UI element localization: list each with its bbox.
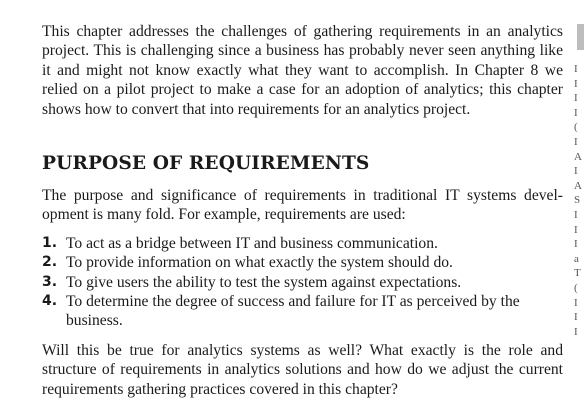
margin-letter: A bbox=[574, 179, 582, 192]
list-item bbox=[42, 253, 563, 272]
section-heading: PURPOSE OF REQUIREMENTS bbox=[42, 153, 370, 175]
margin-letter: I bbox=[574, 92, 578, 105]
margin-letter: I bbox=[574, 238, 578, 251]
adjacent-page-tab bbox=[577, 24, 584, 50]
margin-letter: I bbox=[574, 63, 578, 75]
list-number: 1. bbox=[42, 234, 58, 251]
list-item-text: To provide information on what exactly the system should do. bbox=[66, 254, 453, 272]
list-item-text: To determine the degree of success and failure for IT as perceived by the business. bbox=[66, 293, 520, 330]
closing-paragraph: Will this be true for analytics systems as well? What exactly is the role and structure of requirements in analytics solutions and how do we adjust the current requirements gathering practices covered in this chapter? bbox=[42, 341, 563, 398]
margin-letter: T bbox=[574, 267, 581, 280]
margin-letter: A bbox=[574, 150, 582, 163]
adjacent-page-margin-text bbox=[574, 62, 584, 339]
list-item-text: To give users the ability to test the system against expectations. bbox=[66, 273, 462, 291]
list-number: 4. bbox=[42, 293, 58, 310]
requirements-list bbox=[42, 234, 563, 331]
margin-letter: ( bbox=[574, 121, 578, 134]
lead-paragraph: The purpose and significance of requirements in traditional IT systems devel-opment is many fold. For example, requirements are used: bbox=[42, 187, 563, 224]
margin-letter: I bbox=[574, 208, 578, 221]
margin-letter: I bbox=[574, 325, 578, 338]
margin-letter: I bbox=[574, 223, 578, 236]
intro-paragraph: This chapter addresses the challenges of gathering requirements in an analytics project. This is challenging since a business has probably never seen anything like it and might not know exactly what they want to accomplish. In Chapter 8 we relied on a pilot project to make a case for an adoption of analytics; this chapter shows how to convert that into requirements for an analytics project. bbox=[42, 23, 563, 118]
list-item bbox=[42, 234, 563, 253]
list-item bbox=[42, 273, 563, 292]
list-number: 2. bbox=[42, 254, 58, 271]
list-number: 3. bbox=[42, 273, 58, 290]
margin-letter: S bbox=[574, 194, 581, 207]
margin-letter: I bbox=[574, 135, 578, 148]
margin-letter: I bbox=[574, 296, 578, 309]
margin-letter: I bbox=[574, 311, 578, 324]
margin-letter: ( bbox=[574, 281, 578, 294]
margin-letter: I bbox=[574, 77, 578, 90]
margin-letter: I bbox=[574, 106, 578, 119]
list-item-text: To act as a bridge between IT and business communication. bbox=[66, 234, 438, 252]
page-body bbox=[42, 22, 563, 399]
margin-letter: I bbox=[574, 165, 578, 178]
list-item bbox=[42, 292, 563, 331]
margin-letter: a bbox=[574, 252, 579, 265]
